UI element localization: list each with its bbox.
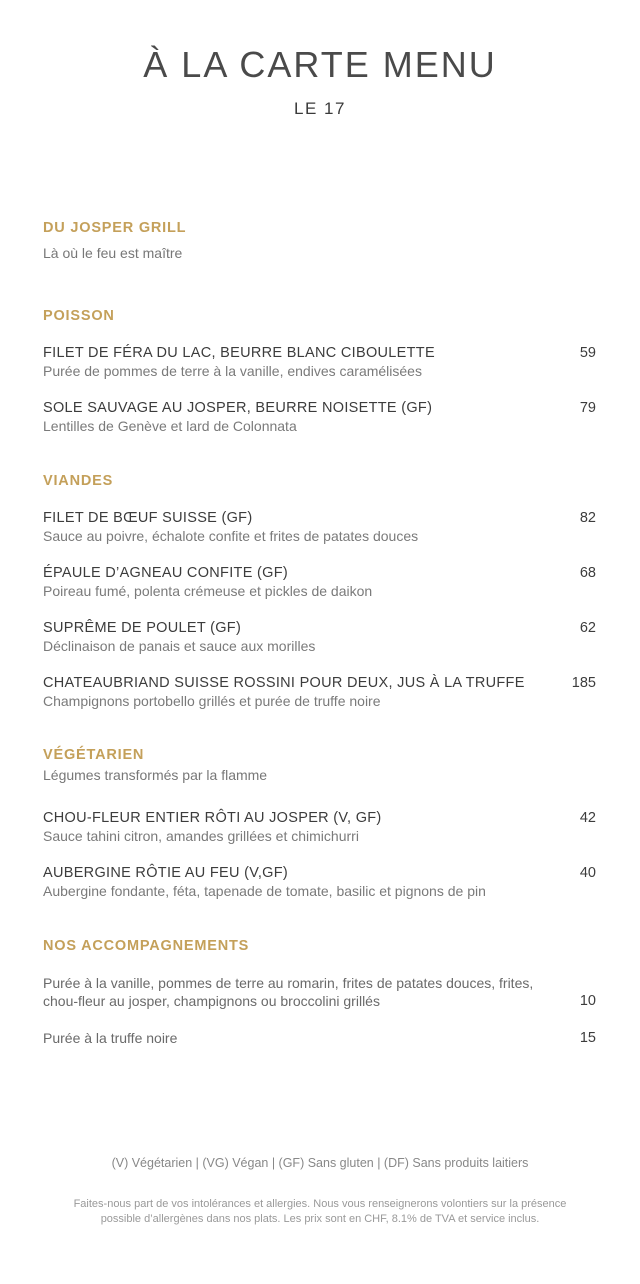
menu-item-price: 68 <box>579 565 596 581</box>
menu-item-desc: Champignons portobello grillés et purée de truffe noire <box>43 693 381 709</box>
menu-item-name: FILET DE BŒUF SUISSE (GF) <box>43 510 253 526</box>
menu-item-desc: Sauce tahini citron, amandes grillées et chimichurri <box>43 828 359 844</box>
menu-item-price: 82 <box>579 510 596 526</box>
allergy-note-line: possible d’allergènes dans nos plats. Les prix sont en CHF, 8.1% de TVA et service inclus. <box>100 1213 540 1225</box>
section-josper-title: DU JOSPER GRILL <box>43 220 187 236</box>
restaurant-name: LE 17 <box>294 99 346 118</box>
menu-item-desc: Lentilles de Genève et lard de Colonnata <box>43 418 297 434</box>
menu-item-name: SOLE SAUVAGE AU JOSPER, BEURRE NOISETTE (GF) <box>43 400 433 416</box>
section-josper-subtitle: Là où le feu est maître <box>43 245 183 261</box>
menu-item-price: 185 <box>571 675 596 691</box>
menu-item-name: FILET DE FÉRA DU LAC, BEURRE BLANC CIBOULETTE <box>43 345 435 361</box>
menu-item-name: CHATEAUBRIAND SUISSE ROSSINI POUR DEUX, JUS À LA TRUFFE <box>43 675 525 691</box>
side-item-line: chou-fleur au josper, champignons ou broccolini grillés <box>43 993 380 1009</box>
dietary-legend: (V) Végétarien | (VG) Végan | (GF) Sans gluten | (DF) Sans produits laitiers <box>111 1156 529 1170</box>
side-item-price: 15 <box>579 1030 596 1046</box>
menu-item-desc: Déclinaison de panais et sauce aux morilles <box>43 638 316 654</box>
section-poisson-title: POISSON <box>43 308 115 324</box>
menu-item-name: ÉPAULE D’AGNEAU CONFITE (GF) <box>43 565 288 581</box>
side-item-price: 10 <box>579 993 596 1009</box>
menu-item-price: 79 <box>579 400 596 416</box>
menu-item-desc: Poireau fumé, polenta crémeuse et pickles de daikon <box>43 583 373 599</box>
allergy-note <box>40 1197 600 1227</box>
menu-item-price: 42 <box>579 810 596 826</box>
menu-item-desc: Purée de pommes de terre à la vanille, endives caramélisées <box>43 363 422 379</box>
allergy-note-line: Faites-nous part de vos intolérances et allergies. Nous vous renseignerons volontiers sur la présence <box>73 1198 567 1210</box>
menu-item-desc: Aubergine fondante, féta, tapenade de tomate, basilic et pignons de pin <box>43 883 486 899</box>
menu-item-price: 62 <box>579 620 596 636</box>
section-viandes-title: VIANDES <box>43 473 114 489</box>
menu-item-price: 40 <box>579 865 596 881</box>
menu-item-name: SUPRÊME DE POULET (GF) <box>43 620 242 636</box>
section-accompagnements-title: NOS ACCOMPAGNEMENTS <box>43 938 250 954</box>
page-title: À LA CARTE MENU <box>143 44 497 85</box>
menu-item-price: 59 <box>579 345 596 361</box>
menu-item-name: CHOU-FLEUR ENTIER RÔTI AU JOSPER (V, GF) <box>43 810 382 826</box>
side-item-line: Purée à la vanille, pommes de terre au romarin, frites de patates douces, frites, <box>43 975 534 991</box>
menu-item-name: AUBERGINE RÔTIE AU FEU (V,GF) <box>43 865 289 881</box>
side-item-line: Purée à la truffe noire <box>43 1030 178 1046</box>
menu-item-desc: Sauce au poivre, échalote confite et frites de patates douces <box>43 528 419 544</box>
section-vegetarien-title: VÉGÉTARIEN <box>43 747 145 763</box>
section-vegetarien-subtitle: Légumes transformés par la flamme <box>43 767 268 783</box>
